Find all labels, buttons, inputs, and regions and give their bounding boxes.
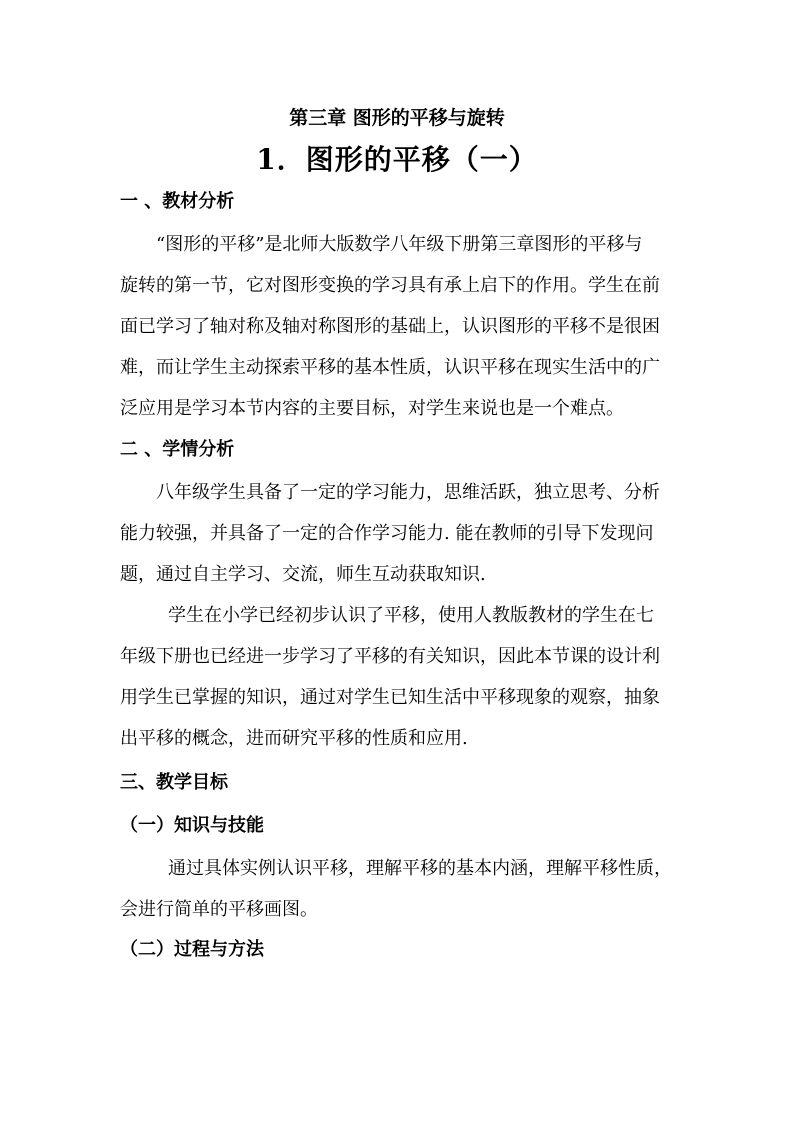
paragraph-line: 出平移的概念，进而研究平移的性质和应用.	[120, 728, 468, 749]
paragraph-line: 难，而让学生主动探索平移的基本性质，认识平移在现实生活中的广	[120, 357, 660, 378]
paragraph-line: 用学生已掌握的知识，通过对学生已知生活中平移现象的观察，抽象	[120, 687, 660, 708]
section-heading-student-analysis: 二 、学情分析	[120, 439, 235, 460]
paragraph-line: 会进行简单的平移画图。	[120, 899, 318, 920]
paragraph-line: 面已学习了轴对称及轴对称图形的基础上，认识图形的平移不是很困	[120, 316, 660, 337]
subheading-process-methods: （二）过程与方法	[120, 939, 264, 960]
paragraph-line: 八年级学生具备了一定的学习能力，思维活跃，独立思考、分析	[156, 482, 660, 503]
paragraph-line: 通过具体实例认识平移，理解平移的基本内涵，理解平移性质，	[168, 858, 672, 879]
paragraph-line: 泛应用是学习本节内容的主要目标，对学生来说也是一个难点。	[120, 398, 624, 419]
paragraph-line: “图形的平移”是北师大版数学八年级下册第三章图形的平移与	[156, 234, 643, 255]
paragraph-line: 学生在小学已经初步认识了平移，使用人教版教材的学生在七	[168, 605, 654, 626]
paragraph-line: 年级下册也已经进一步学习了平移的有关知识，因此本节课的设计利	[120, 646, 660, 667]
paragraph-line: 题，通过自主学习、交流，师生互动获取知识.	[120, 564, 486, 585]
subheading-knowledge-skills: （一）知识与技能	[120, 815, 264, 836]
section-heading-teaching-goals: 三、教学目标	[120, 772, 228, 793]
chapter-title: 第三章 图形的平移与旋转	[289, 107, 505, 129]
paragraph-line: 能力较强，并具备了一定的合作学习能力. 能在教师的引导下发现问	[120, 523, 654, 544]
lesson-title: 1．图形的平移（一）	[256, 143, 538, 176]
paragraph-line: 旋转的第一节，它对图形变换的学习具有承上启下的作用。学生在前	[120, 275, 660, 296]
section-heading-textbook-analysis: 一 、教材分析	[120, 191, 235, 212]
